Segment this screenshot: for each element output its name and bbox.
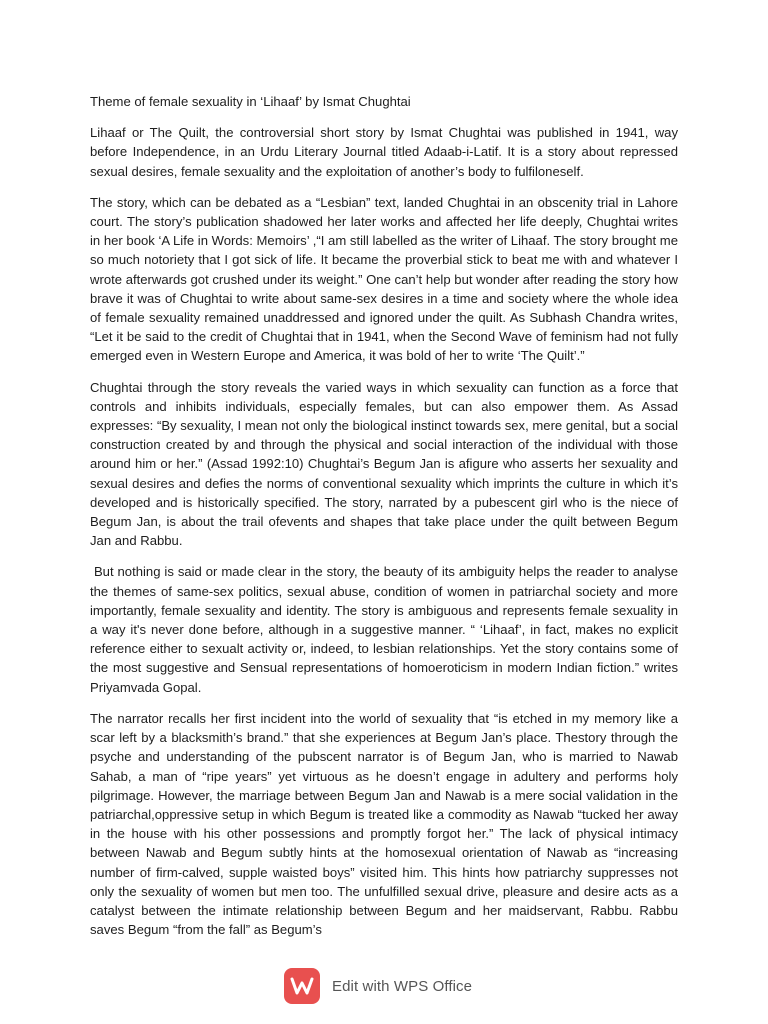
paragraph-5: The narrator recalls her first incident into the world of sexuality that “is etched in my memory like a scar left by a blacksmith’s brand.” that she experiences at Begum Jan’s place. Thestory through the psyche and understanding of the pubscent narrator is of Begum Jan, who is married to Nawab Sahab, a man of “ripe years” yet virtuous as he doesn’t engage in adultery and performs holy pilgrimage. However, the marriage between Begum Jan and Nawab is a mere social validation in the patriarchal,oppressive setup in which Begum is treated like a commodity as Nawab “tucked her away in the house with his other possessions and promptly forgot her.” The lack of physical intimacy between Nawab and Begum subtly hints at the homosexual orientation of Nawab as “increasing number of firm-calved, supple waisted boys” visited him. This hints how patriarchy suppresses not only the sexuality of women but men too. The unfulfilled sexual drive, pleasure and desire acts as a catalyst between the intimate relationship between Begum and her maidservant, Rabbu. Rabbu saves Begum “from the fall” as Begum’s	[90, 710, 678, 938]
paragraph-2: The story, which can be debated as a “Lesbian” text, landed Chughtai in an obscenity trial in Lahore court. The story’s publication shadowed her later works and affected her life deeply, Chughtai writes in her book ‘A Life in Words: Memoirs’ ,“I am still labelled as the writer of Lihaaf. The story brought me so much notoriety that I got sick of life. It became the proverbial stick to beat me with and whatever I wrote afterwards got crushed under its weight.” One can’t help but wonder after reading the story how brave it was of Chughtai to write about same-sex desires in a time and society where the whole idea of female sexuality remained unaddressed and ignored under the quilt. As Subhash Chandra writes, “Let it be said to the credit of Chughtai that in 1941, when the Second Wave of feminism had not fully emerged even in Western Europe and America, it was bold of her to write ‘The Quilt’.”	[90, 194, 678, 364]
paragraph-1: Lihaaf or The Quilt, the controversial short story by Ismat Chughtai was published in 1941, way before Independence, in an Urdu Literary Journal titled Adaab-i-Latif. It is a story about repressed sexual desires, female sexuality and the exploitation of another’s body to fulfiloneself.	[90, 125, 678, 179]
paragraph-3: Chughtai through the story reveals the varied ways in which sexuality can function as a force that controls and inhibits individuals, especially females, but can also empower them. As Assad expresses: “By sexuality, I mean not only the biological instinct towards sex, mere genital, but a social construction created by and through the physical and social interaction of the individual with those around him or her.” (Assad 1992:10) Chughtai’s Begum Jan is afigure who asserts her sexuality and sexual desires and defies the norms of conventional sexuality which imprints the culture in which it’s developed and is historically specified. The story, narrated by a pubescent girl who is the niece of Begum Jan, is about the trail ofevents and shapes that take place under the quilt between Begum Jan and Rabbu.	[90, 379, 678, 549]
wps-footer-text: Edit with WPS Office	[332, 977, 473, 995]
wps-footer[interactable]	[284, 965, 472, 1007]
paragraph-4: But nothing is said or made clear in the story, the beauty of its ambiguity helps the reader to analyse the themes of same-sex politics, sexual abuse, condition of women in patriarchal society and more importantly, female sexuality and identity. The story is ambiguous and represents female sexuality in a way it's never done before, although in a suggestive manner. “ ‘Lihaaf’, in fact, makes no explicit reference either to sexualt activity or, indeed, to lesbian relationships. Yet the story contains some of the most suggestive and Sensual representations of homoeroticism in modern Indian fiction.” writes Priyamvada Gopal.	[90, 564, 682, 695]
document-title: Theme of female sexuality in ‘Lihaaf’ by Ismat Chughtai	[90, 94, 411, 109]
wps-office-logo-icon	[284, 968, 320, 1004]
document-body	[90, 92, 682, 951]
